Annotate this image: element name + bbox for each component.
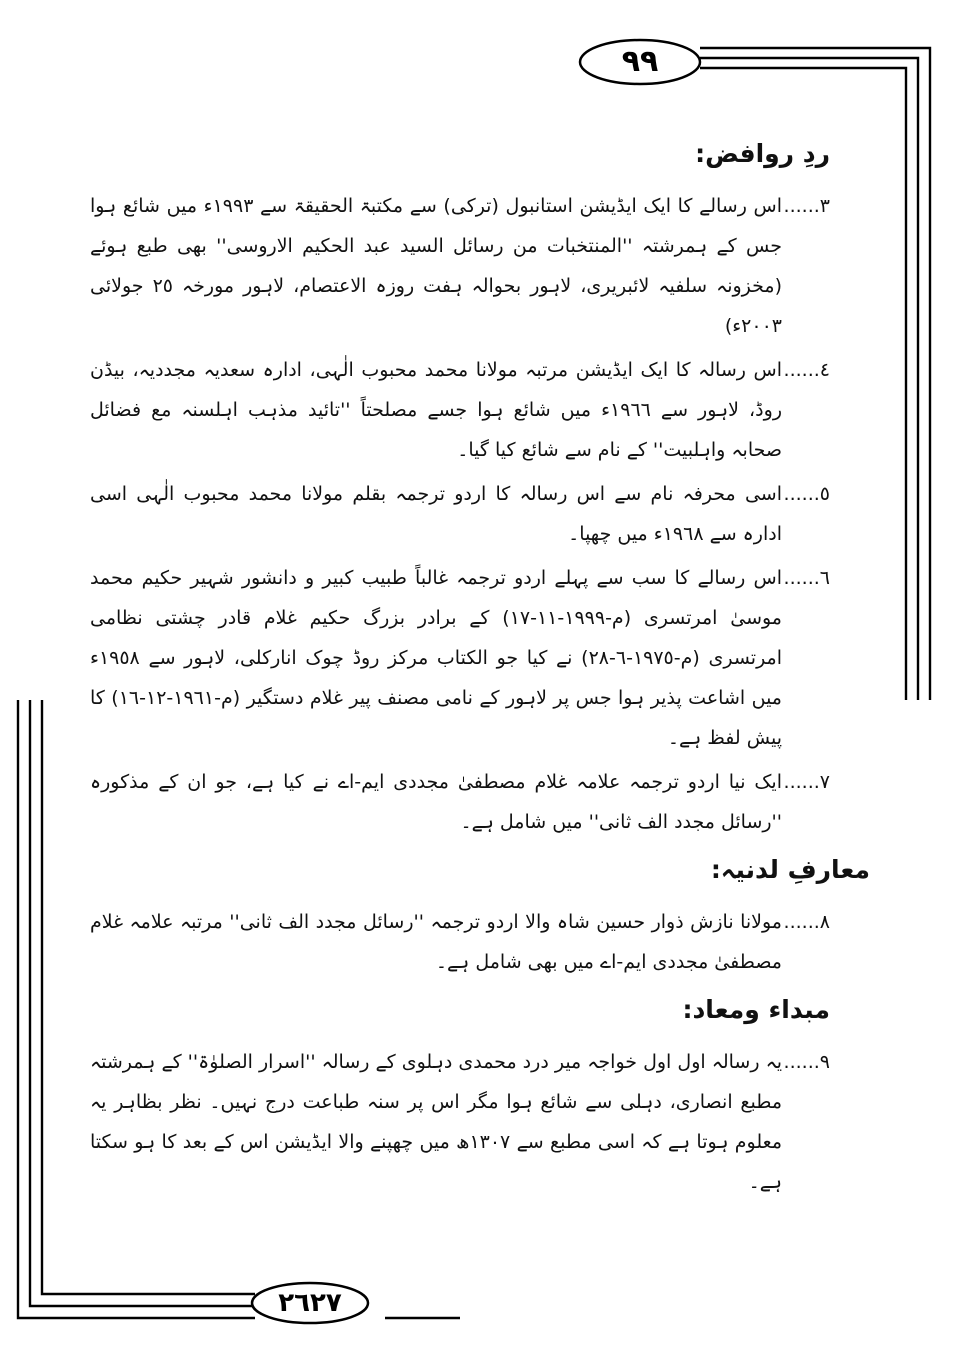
- list-item: [90, 474, 830, 554]
- section-mabda-o-maad: [90, 992, 830, 1202]
- item-number: ٦......: [783, 567, 830, 589]
- item-text: اسی محرفہ نام سے اس رسالہ کا اردو ترجمہ بقلم مولانا محمد محبوب الٰہی اسی ادارہ سے ١٩٦٨ء میں چھپا۔: [90, 483, 782, 545]
- item-text: یہ رسالہ اول اول خواجہ میر درد محمدی دہلوی کے رسالہ ''اسرار الصلوٰۃ'' کے ہمرشتہ مطبع انصاری، دہلی سے شائع ہوا مگر اس پر سنہ طباعت درج نہیں۔ نظر بظاہر یہ معلوم ہوتا ہے کہ اسی مطبع سے ١٣٠٧ھ میں چھپنے والا ایڈیشن اس کے بعد کا ہو سکتا ہے۔: [90, 1051, 782, 1193]
- item-text: اس رسالے کا سب سے پہلے اردو ترجمہ غالباً طبیب کبیر و دانشور شہیر حکیم محمد موسیٰ امرتسری (م-١٩٩٩-١١-١٧) کے برادر بزرگ حکیم غلام قادر چشتی نظامی امرتسری (م-١٩٧٥-٦-٢٨) نے کیا جو الکتاب مرکز روڈ چوک انارکلی، لاہور سے ١٩٥٨ء میں اشاعت پذیر ہوا جس پر لاہور کے نامی مصنف پیر غلام دستگیر (م-١٩٦١-١٢-١٦) کا پیش لفظ ہے۔: [90, 567, 783, 749]
- item-text: اس رسالہ کا ایک ایڈیشن مرتبہ مولانا محمد محبوب الٰہی، ادارہ سعدیہ مجددیہ، بیڈن روڈ، لاہور سے ١٩٦٦ء میں شائع ہوا جسے مصلحتاً ''تائید مذہب اہلسنہ مع فضائل صحابہ واہلبیت'' کے نام سے شائع کیا گیا۔: [90, 359, 782, 461]
- section-radd-rawafiz: [90, 136, 830, 842]
- item-number: ٩......: [783, 1051, 830, 1073]
- item-number: ٥......: [783, 483, 830, 505]
- item-number: ٧......: [783, 771, 830, 793]
- item-text: ایک نیا اردو ترجمہ علامہ غلام مصطفیٰ مجددی ایم-اے نے کیا ہے، جو ان کے مذکورہ ''رسائل مجدد الف ثانی'' میں شامل ہے۔: [90, 771, 782, 833]
- section-maarif-ladunniya: [90, 852, 870, 982]
- list-item: [90, 350, 830, 470]
- section-heading: معارفِ لدنیہ:: [710, 855, 870, 884]
- item-number: ٨......: [783, 911, 830, 933]
- item-text: اس رسالے کا ایک ایڈیشن استانبول (ترکی) سے مکتبۃ الحقیقۃ سے ١٩٩٣ء میں شائع ہوا جس کے ہمرشتہ ''المنتخبات من رسائل السید عبد الحکیم الاروسی'' بھی طبع ہوئے (مخزونہ سلفیہ لائبریری، لاہور بحوالہ ہفت روزہ الاعتصام، لاہور مورخہ ٢٥ جولائی ٢٠٠٣ء): [90, 195, 783, 337]
- item-number: ٤......: [783, 359, 830, 381]
- document-body: [90, 130, 870, 1212]
- list-item: [90, 1042, 830, 1202]
- section-heading: ردِ روافض:: [695, 139, 830, 168]
- list-item: [90, 902, 830, 982]
- bottom-page-number: ٢٦٢٧: [278, 1288, 342, 1318]
- list-item: [90, 558, 830, 758]
- item-text: مولانا نازش ذوار حسین شاہ والا اردو ترجمہ ''رسائل مجدد الف ثانی'' مرتبہ علامہ غلام مصطفیٰ مجددی ایم-اے میں بھی شامل ہے۔: [90, 911, 782, 973]
- top-page-number: ٩٩: [621, 44, 659, 79]
- list-item: [90, 186, 830, 346]
- section-heading: مبداء ومعاد:: [682, 995, 830, 1024]
- item-number: ٣......: [783, 195, 830, 217]
- list-item: [90, 762, 830, 842]
